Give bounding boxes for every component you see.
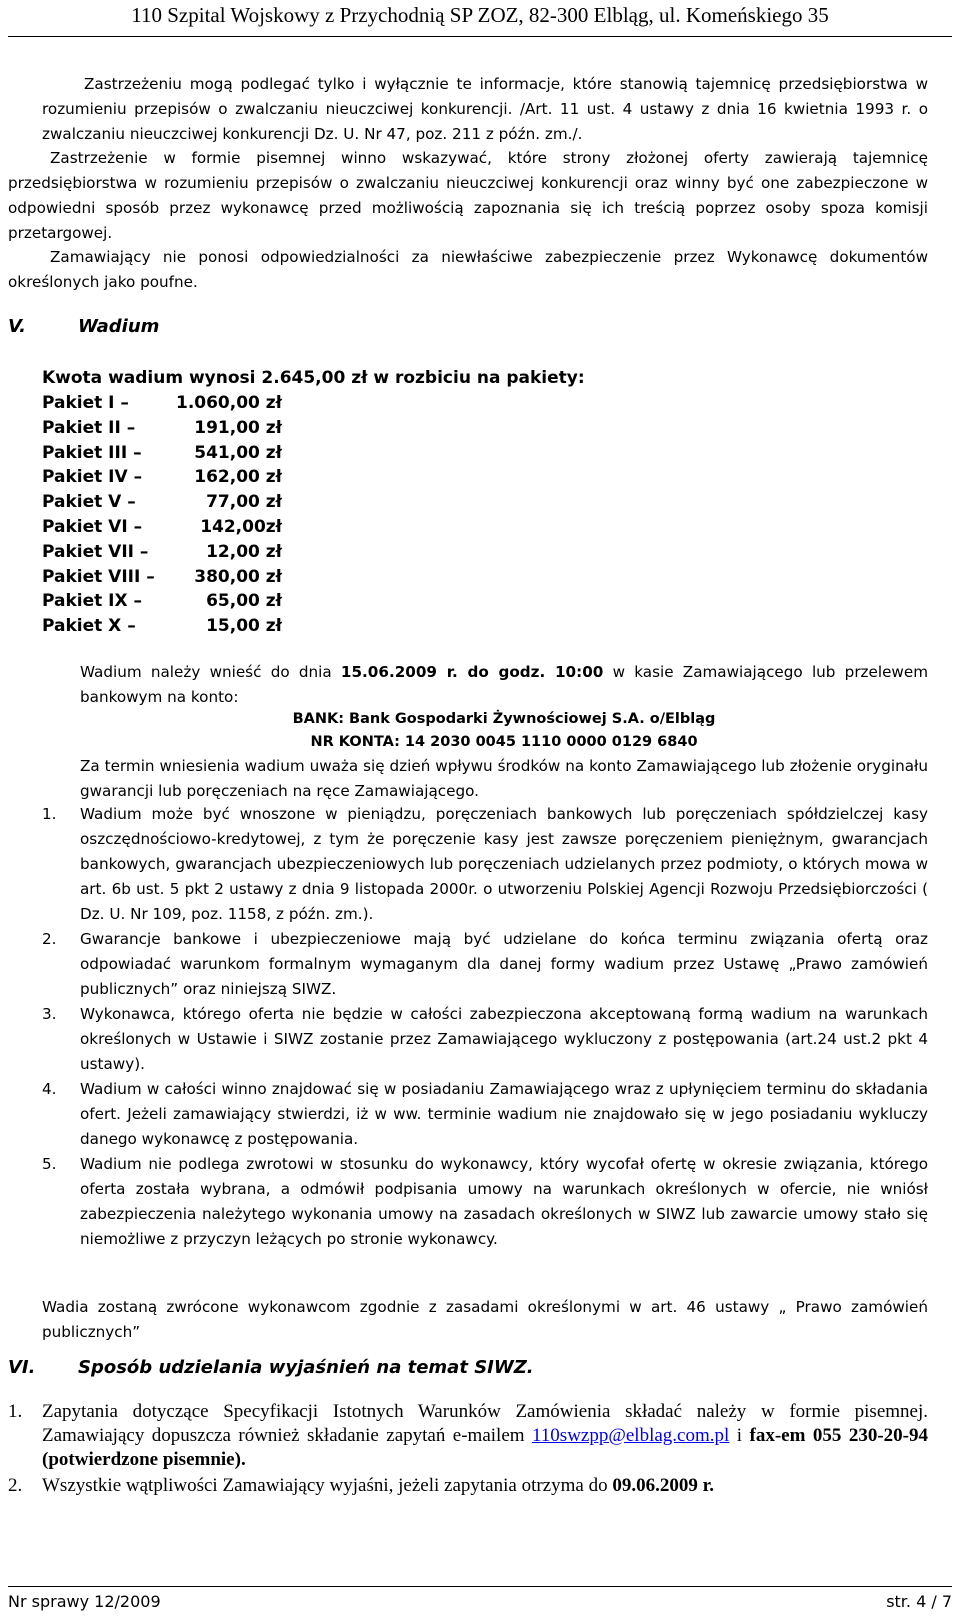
deadline-text-2: w kasie Zamawiającego lub przelewem bankowym na konto: bbox=[80, 663, 928, 706]
wadium-deadline bbox=[80, 660, 928, 710]
section-vi-title: Sposób udzielania wyjaśnień na temat SIWZ. bbox=[78, 1357, 534, 1378]
package-amount: 15,00 zł bbox=[206, 616, 282, 637]
package-label: Pakiet VI – bbox=[42, 516, 143, 537]
term-note: Za termin wniesienia wadium uważa się dzień wpływu środków na konto Zamawiającego lub złożenie oryginału gwarancji lub poręczeniach na ręce Zamawiającego. bbox=[80, 757, 928, 800]
section-v-number: V. bbox=[8, 316, 26, 337]
package-row bbox=[42, 490, 282, 515]
package-label: Pakiet VII – bbox=[42, 541, 149, 562]
package-label: Pakiet I – bbox=[42, 393, 129, 413]
item-text: Wadium w całości winno znajdować się w posiadaniu Zamawiającego wraz z upłynięciem terminu do składania ofert. Jeżeli zamawiający stwierdzi, iż w ww. terminie wadium nie znajdowało się w jego posiadaniu wykluczy danego wykonawcę z postępowania. bbox=[80, 1080, 928, 1148]
package-amount: 12,00 zł bbox=[206, 541, 282, 562]
package-amount: 77,00 zł bbox=[206, 492, 282, 513]
package-label: Pakiet V – bbox=[42, 492, 136, 513]
deadline-text: Wadium należy wnieść do dnia bbox=[80, 663, 341, 681]
page-number: str. 4 / 7 bbox=[886, 1592, 952, 1611]
section-vi-item-2 bbox=[8, 1474, 928, 1498]
item-number: 1. bbox=[42, 805, 57, 823]
item-text: Wadium nie podlega zwrotowi w stosunku do wykonawcy, który wycofał ofertę w okresie związania, którego oferta została wybrana, a odmówił podpisania umowy na warunkach określonych w ofercie, nie wniósł zabezpieczenia należytego wykonania umowy na zasadach określonych w SIWZ lub zawarcie umowy stało się niemożliwe z przyczyn leżących po stronie wykonawcy. bbox=[80, 1155, 928, 1248]
list-item bbox=[42, 1152, 928, 1252]
page-header: 110 Szpital Wojskowy z Przychodnią SP ZOZ, 82-300 Elbląg, ul. Komeńskiego 35 bbox=[8, 0, 952, 37]
intro-paragraph-2: Zastrzeżenie w formie pisemnej winno wskazywać, które strony złożonej oferty zawierają tajemnicę przedsiębiorstwa w rozumieniu przepisów o zwalczaniu nieuczciwej konkurencji oraz winny być one zabezpieczone w odpowiedni sposób przez wykonawcę przed możliwością zapoznania się ich treścią poprzez osoby spoza komisji przetargowej. bbox=[8, 149, 928, 242]
intro-paragraph-1: Zastrzeżeniu mogą podlegać tylko i wyłącznie te informacje, które stanowią tajemnicę przedsiębiorstwa w rozumieniu przepisów o zwalczaniu nieuczciwej konkurencji. /Art. 11 ust. 4 ustawy z dnia 16 kwietnia 1993 r. o zwalczaniu nieuczciwej konkurencji Dz. U. Nr 47, poz. 211 z późn. zm./. bbox=[42, 75, 928, 143]
deadline-date: 15.06.2009 r. do godz. 10:00 bbox=[340, 663, 604, 681]
section-v-heading bbox=[8, 316, 608, 337]
question-deadline-date: 09.06.2009 r. bbox=[612, 1475, 715, 1496]
bank-name: BANK: Bank Gospodarki Żywnościowej S.A. o/Elbląg bbox=[292, 711, 716, 727]
package-amount: 142,00zł bbox=[200, 516, 282, 537]
section-v-title: Wadium bbox=[78, 316, 160, 337]
bank-account: NR KONTA: 14 2030 0045 1110 0000 0129 6840 bbox=[310, 734, 698, 750]
section-vi-heading bbox=[8, 1357, 808, 1378]
package-label: Pakiet X – bbox=[42, 616, 136, 637]
package-amount: 541,00 zł bbox=[194, 442, 282, 463]
case-number: Nr sprawy 12/2009 bbox=[8, 1592, 161, 1611]
package-row bbox=[42, 614, 282, 639]
list-item bbox=[42, 1002, 928, 1077]
item-text: Gwarancje bankowe i ubezpieczeniowe mają być udzielane do końca terminu związania ofertą oraz odpowiadać warunkom formalnym wymaganym dla danej formy wadium przez Ustawę „Prawo zamówień publicznych” oraz niniejszą SIWZ. bbox=[80, 930, 928, 998]
package-row bbox=[42, 540, 282, 565]
list-item bbox=[42, 927, 928, 1002]
package-label: Pakiet III – bbox=[42, 442, 142, 463]
item-number: 5. bbox=[42, 1155, 57, 1173]
package-label: Pakiet VIII – bbox=[42, 566, 155, 587]
package-row bbox=[42, 465, 282, 490]
item-number: 4. bbox=[42, 1080, 57, 1098]
package-row bbox=[42, 441, 282, 466]
package-label: Pakiet IX – bbox=[42, 591, 143, 612]
item-text: Wadium może być wnoszone w pieniądzu, poręczeniach bankowych lub poręczeniach spółdzielczej kasy oszczędnościowo-kredytowej, z tym że poręczenie kasy jest zawsze poręczeniem pieniężnym, gwarancjach bankowych, gwarancjach ubezpieczeniowych lub poręczeniach udzielanych przez podmioty, o których mowa w art. 6b ust. 5 pkt 2 ustawy z dnia 9 listopada 2000r. o utworzeniu Polskiej Agencji Rozwoju Przedsiębiorczości ( Dz. U. Nr 109, poz. 1158, z późn. zm.). bbox=[80, 805, 928, 923]
return-note: Wadia zostaną zwrócone wykonawcom zgodnie z zasadami określonymi w art. 46 ustawy „ Prawo zamówień publicznych” bbox=[42, 1298, 928, 1341]
page-footer bbox=[8, 1586, 952, 1611]
list-item bbox=[42, 1077, 928, 1152]
package-amount: 191,00 zł bbox=[194, 417, 282, 438]
package-row bbox=[42, 589, 282, 614]
item-number: 1. bbox=[8, 1401, 23, 1422]
package-list bbox=[42, 391, 282, 639]
package-row bbox=[42, 565, 282, 590]
item-text-2: i bbox=[729, 1425, 750, 1446]
list-item bbox=[42, 802, 928, 927]
item-number: 2. bbox=[42, 930, 57, 948]
email-link[interactable]: 110swzpp@elblag.com.pl bbox=[532, 1425, 730, 1446]
item-number: 2. bbox=[8, 1475, 23, 1496]
package-label: Pakiet II – bbox=[42, 417, 136, 438]
wadium-conditions-list bbox=[42, 802, 928, 1252]
package-row bbox=[42, 416, 282, 441]
section-vi-number: VI. bbox=[8, 1357, 36, 1378]
package-row bbox=[42, 515, 282, 540]
wadium-amount-line: Kwota wadium wynosi 2.645,00 zł w rozbiciu na pakiety: bbox=[42, 368, 585, 388]
item-text: Zapytania dotyczące Specyfikacji Istotnych Warunków Zamówienia składać należy w formie pisemnej. Zamawiający dopuszcza również składanie zapytań e-mailem bbox=[42, 1401, 928, 1446]
package-row bbox=[42, 391, 282, 416]
item-number: 3. bbox=[42, 1005, 57, 1023]
package-amount: 162,00 zł bbox=[194, 467, 282, 488]
section-vi-item-1 bbox=[8, 1400, 928, 1472]
fax-number: fax-em 055 230-20-94 (potwierdzone pisemnie). bbox=[42, 1425, 928, 1470]
intro-paragraph-3: Zamawiający nie ponosi odpowiedzialności za niewłaściwe zabezpieczenie przez Wykonawcę dokumentów określonych jako poufne. bbox=[8, 248, 928, 291]
item-text: Wykonawca, którego oferta nie będzie w całości zabezpieczona akceptowaną formą wadium na warunkach określonych w Ustawie i SIWZ zostanie przez Zamawiającego wykluczony z postępowania (art.24 ust.2 pkt 4 ustawy). bbox=[80, 1005, 928, 1073]
package-amount: 380,00 zł bbox=[194, 566, 282, 587]
package-amount: 65,00 zł bbox=[206, 591, 282, 612]
package-label: Pakiet IV – bbox=[42, 467, 143, 488]
item-text: Wszystkie wątpliwości Zamawiający wyjaśni, jeżeli zapytania otrzyma do bbox=[42, 1475, 613, 1496]
package-amount: 1.060,00 zł bbox=[175, 393, 282, 413]
